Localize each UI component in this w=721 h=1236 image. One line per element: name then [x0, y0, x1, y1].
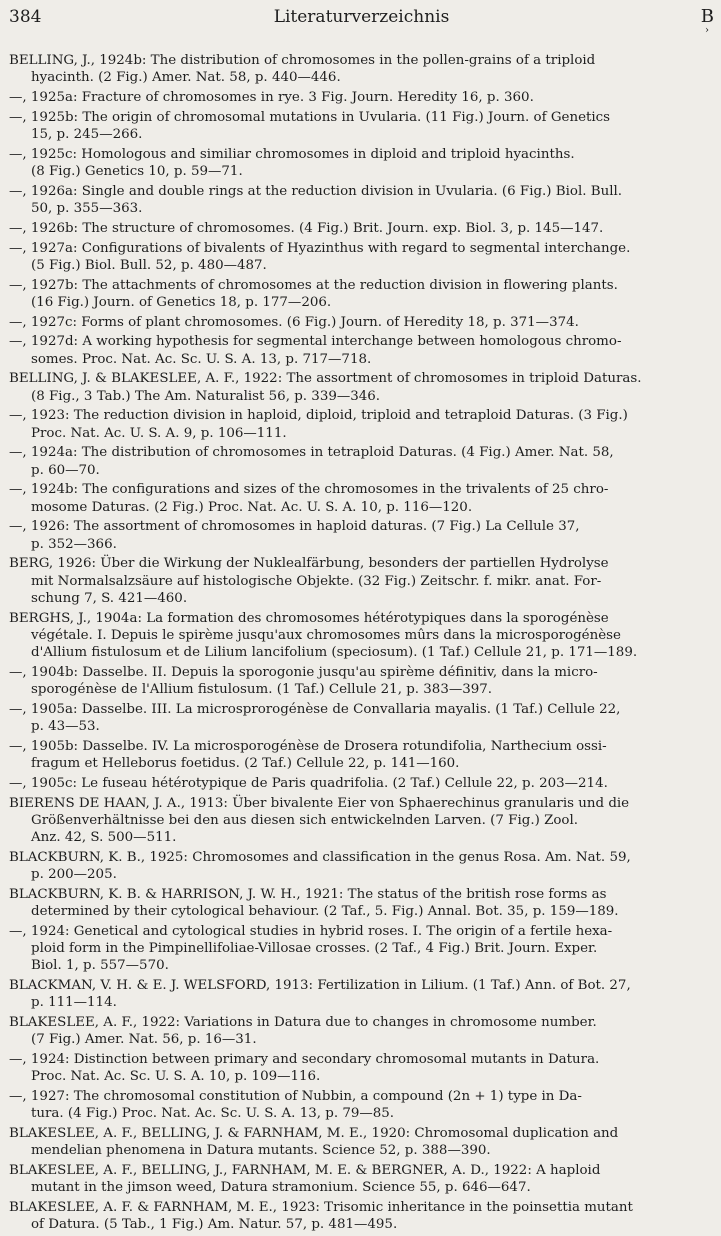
bibliography-entry	[9, 795, 714, 847]
page-number: 384	[9, 7, 42, 27]
running-header	[9, 3, 714, 36]
entry-line: Anz. 42, S. 500—511.	[31, 830, 177, 845]
entry-line: —, 1927a: Configurations of bivalents of Hyazinthus with regard to segmental interchange.	[9, 240, 631, 256]
bibliography-entry	[9, 333, 714, 368]
entry-line: 50, p. 355—363.	[31, 201, 143, 216]
entry-line: of Datura. (5 Tab., 1 Fig.) Am. Natur. 57, p. 481—495.	[31, 1217, 398, 1233]
signature-mark: B	[700, 6, 714, 27]
entry-line: tura. (4 Fig.) Proc. Nat. Ac. Sc. U. S. A. 13, p. 79—85.	[31, 1106, 395, 1122]
entry-line: mutant in the jimson weed, Datura stramonium. Science 55, p. 646—647.	[31, 1180, 531, 1196]
bibliography-entry	[9, 518, 714, 553]
bibliography-entry	[9, 481, 714, 516]
entry-line: —, 1924: Distinction between primary and secondary chromosomal mutants in Datura.	[9, 1052, 600, 1067]
bibliography-entry	[9, 1125, 714, 1160]
entry-line: —, 1923: The reduction division in haploid, diploid, triploid and tetraploid Daturas. (3 Fig.)	[9, 408, 628, 424]
entry-line: p. 200—205.	[31, 867, 117, 882]
entry-line: Biol. 1, p. 557—570.	[31, 958, 169, 974]
entry-line: Größenverhältnisse bei den aus diesen sich entwickelnden Larven. (7 Fig.) Zool.	[31, 812, 579, 828]
entry-line: —, 1904b: Dasselbe. II. Depuis la sporogonie jusqu'au spirème définitiv, dans la micro-	[9, 664, 598, 680]
entry-line: mit Normalsalzsäure auf histologische Objekte. (32 Fig.) Zeitschr. f. mikr. anat. For-	[31, 573, 602, 589]
entry-line: Proc. Nat. Ac. U. S. A. 9, p. 106—111.	[31, 425, 287, 441]
bibliography-entry	[9, 610, 714, 662]
entry-line: —, 1905c: Le fuseau hétérotypique de Paris quadrifolia. (2 Taf.) Cellule 22, p. 203—214.	[9, 775, 608, 791]
entry-line: BERGHS, J., 1904a: La formation des chromosomes hétérotypiques dans la sporogénèse	[9, 610, 609, 626]
bibliography-entry	[9, 146, 714, 181]
bibliography-entry	[9, 277, 714, 312]
entry-line: —, 1927d: A working hypothesis for segmental interchange between homologous chromo-	[9, 334, 622, 350]
entry-line: mendelian phenomena in Datura mutants. Science 52, p. 388—390.	[31, 1143, 491, 1159]
bibliography-entry	[9, 923, 714, 975]
bibliography-entry	[9, 555, 714, 607]
entry-line: —, 1905a: Dasselbe. III. La microsprorogénèse de Convallaria mayalis. (1 Taf.) Cellule 22,	[9, 701, 621, 717]
entry-line: —, 1924b: The configurations and sizes of the chromosomes in the trivalents of 25 chro-	[9, 482, 609, 498]
bibliography-entry	[9, 220, 714, 237]
bibliography-entry	[9, 1199, 714, 1234]
entry-line: BLAKESLEE, A. F., BELLING, J., FARNHAM, M. E. & BERGNER, A. D., 1922: A haploid	[9, 1163, 601, 1178]
bibliography-entry	[9, 407, 714, 442]
entry-line: determined by their cytological behaviour. (2 Taf., 5. Fig.) Annal. Bot. 35, p. 159—189.	[31, 904, 619, 919]
entry-line: BLAKESLEE, A. F., 1922: Variations in Datura due to changes in chromosome number.	[9, 1015, 597, 1030]
entry-line: —, 1926: The assortment of chromosomes in haploid daturas. (7 Fig.) La Cellule 37,	[9, 519, 580, 535]
entry-line: —, 1905b: Dasselbe. IV. La microsporogénèse de Drosera rotundifolia, Narthecium ossi-	[9, 738, 607, 754]
entry-line: mosome Daturas. (2 Fig.) Proc. Nat. Ac. U. S. A. 10, p. 116—120.	[31, 499, 473, 515]
entry-line: BELLING, J. & BLAKESLEE, A. F., 1922: The assortment of chromosomes in triploid Daturas.	[9, 371, 642, 387]
entry-line: p. 352—366.	[31, 536, 117, 552]
entry-line: somes. Proc. Nat. Ac. Sc. U. S. A. 13, p. 717—718.	[31, 351, 372, 367]
entry-line: Proc. Nat. Ac. Sc. U. S. A. 10, p. 109—116.	[31, 1069, 321, 1085]
entry-line: p. 60—70.	[31, 462, 100, 478]
bibliography-list	[9, 52, 714, 1236]
bibliography-entry	[9, 1162, 714, 1197]
bibliography-entry	[9, 849, 714, 884]
entry-line: —, 1924a: The distribution of chromosomes in tetraploid Daturas. (4 Fig.) Amer. Nat. 58,	[9, 445, 614, 461]
entry-line: schung 7, S. 421—460.	[31, 590, 188, 606]
bibliography-entry	[9, 886, 714, 921]
bibliography-entry	[9, 1014, 714, 1049]
bibliography-entry	[9, 977, 714, 1012]
bibliography-entry	[9, 701, 714, 736]
entry-line: fragum et Helleborus foetidus. (2 Taf.) Cellule 22, p. 141—160.	[31, 756, 460, 771]
bibliography-entry	[9, 738, 714, 773]
bibliography-entry	[9, 52, 714, 87]
bibliography-entry	[9, 1051, 714, 1086]
running-title: Literaturverzeichnis	[273, 7, 450, 27]
entry-line: (8 Fig.) Genetics 10, p. 59—71.	[31, 164, 243, 179]
bibliography-entry	[9, 1088, 714, 1123]
bibliography-entry	[9, 109, 714, 144]
entry-line: ploid form in the Pimpinellifoliae-Villosae crosses. (2 Taf., 4 Fig.) Brit. Journ. Exper.	[31, 941, 598, 956]
bibliography-entry	[9, 775, 714, 792]
entry-line: d'Allium fistulosum et de Lilium lancifolium (speciosum). (1 Taf.) Cellule 21, p. 171—189.	[31, 645, 638, 660]
entry-line: (16 Fig.) Journ. of Genetics 18, p. 177—206.	[31, 294, 332, 310]
entry-line: —, 1925c: Homologous and similiar chromosomes in diploid and triploid hyacinths.	[9, 146, 575, 162]
bibliography-entry	[9, 444, 714, 479]
entry-line: BLAKESLEE, A. F., BELLING, J. & FARNHAM, M. E., 1920: Chromosomal duplication and	[9, 1126, 619, 1141]
signature-sub-mark: ›	[705, 25, 709, 36]
bibliography-entry	[9, 89, 714, 106]
bibliography-entry	[9, 314, 714, 331]
entry-line: 15, p. 245—266.	[31, 127, 143, 142]
entry-line: (5 Fig.) Biol. Bull. 52, p. 480—487.	[31, 257, 267, 273]
bibliography-entry	[9, 240, 714, 275]
entry-line: —, 1926a: Single and double rings at the reduction division in Uvularia. (6 Fig.) Biol. Bull.	[9, 183, 623, 199]
entry-line: —, 1927c: Forms of plant chromosomes. (6 Fig.) Journ. of Heredity 18, p. 371—374.	[9, 314, 579, 330]
entry-line: hyacinth. (2 Fig.) Amer. Nat. 58, p. 440—446.	[31, 70, 341, 86]
entry-line: BIERENS DE HAAN, J. A., 1913: Über bivalente Eier von Sphaerechinus granularis und die	[9, 795, 630, 811]
entry-line: —, 1924: Genetical and cytological studies in hybrid roses. I. The origin of a fertile hexa-	[9, 923, 613, 939]
entry-line: —, 1926b: The structure of chromosomes. (4 Fig.) Brit. Journ. exp. Biol. 3, p. 145—147.	[9, 220, 604, 236]
bibliography-entry	[9, 183, 714, 218]
entry-line: BLAKESLEE, A. F. & FARNHAM, M. E., 1923: Trisomic inheritance in the poinsettia mutant	[9, 1200, 633, 1215]
entry-line: BLACKBURN, K. B. & HARRISON, J. W. H., 1921: The status of the british rose forms as	[9, 886, 607, 902]
entry-line: —, 1927b: The attachments of chromosomes at the reduction division in flowering plants.	[9, 277, 618, 293]
entry-line: végétale. I. Depuis le spirème jusqu'aux chromosomes mûrs dans la microsporogénèse	[31, 627, 621, 643]
entry-line: BLACKBURN, K. B., 1925: Chromosomes and classification in the genus Rosa. Am. Nat. 59,	[9, 849, 631, 865]
entry-line: p. 111—114.	[31, 995, 117, 1011]
entry-line: —, 1925a: Fracture of chromosomes in rye. 3 Fig. Journ. Heredity 16, p. 360.	[9, 90, 534, 105]
entry-line: BELLING, J., 1924b: The distribution of chromosomes in the pollen-grains of a triploid	[9, 53, 596, 68]
entry-line: sporogénèse de l'Allium fistulosum. (1 Taf.) Cellule 21, p. 383—397.	[31, 682, 493, 697]
bibliography-entry	[9, 370, 714, 405]
entry-line: (8 Fig., 3 Tab.) The Am. Naturalist 56, p. 339—346.	[31, 388, 381, 404]
entry-line: BERG, 1926: Über die Wirkung der Nuklealfärbung, besonders der partiellen Hydrolyse	[9, 556, 609, 572]
entry-line: —, 1927: The chromosomal constitution of Nubbin, a compound (2n + 1) type in Da-	[9, 1089, 582, 1104]
bibliography-entry	[9, 664, 714, 699]
entry-line: (7 Fig.) Amer. Nat. 56, p. 16—31.	[31, 1032, 257, 1048]
entry-line: p. 43—53.	[31, 719, 100, 734]
entry-line: BLACKMAN, V. H. & E. J. WELSFORD, 1913: Fertilization in Lilium. (1 Taf.) Ann. of Bot. 27,	[9, 978, 631, 993]
entry-line: —, 1925b: The origin of chromosomal mutations in Uvularia. (11 Fig.) Journ. of Genetics	[9, 109, 611, 125]
